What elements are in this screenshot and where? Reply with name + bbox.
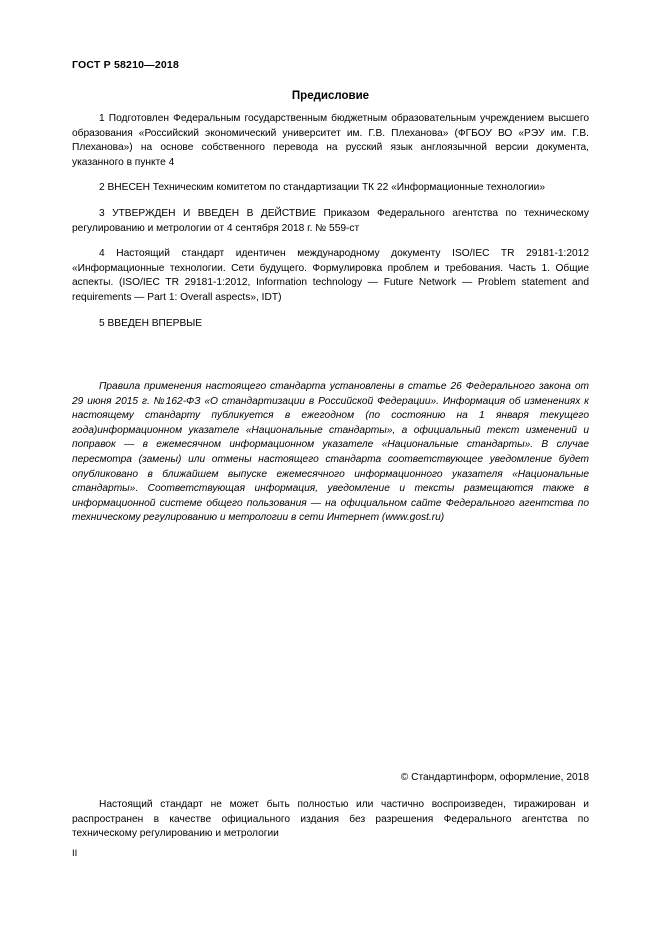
document-header: ГОСТ Р 58210—2018 bbox=[72, 59, 180, 71]
foreword-paragraph-2: 2 ВНЕСЕН Техническим комитетом по стандартизации ТК 22 «Информационные технологии» bbox=[99, 182, 545, 194]
reproduction-note bbox=[72, 798, 589, 842]
foreword-paragraph-3: 3 УТВЕРЖДЕН И ВВЕДЕН В ДЕЙСТВИЕ Приказом Федерального агентства по техническому регулированию и метрологии от 4 сентября 2018 г. № 559-ст bbox=[72, 207, 589, 234]
application-rules-note bbox=[72, 380, 589, 526]
reproduction-note-text: Настоящий стандарт не может быть полностью или частично воспроизведен, тиражирован и распространен в качестве официального издания без разрешения Федерального агентства по техническому регулированию и метрологии bbox=[72, 799, 589, 840]
copyright-line: © Стандартинформ, оформление, 2018 bbox=[400, 772, 589, 783]
application-rules-text: Правила применения настоящего стандарта установлены в статье 26 Федерального закона от 29 июня 2015 г. №162-ФЗ «О стандартизации в Российской Федерации». Информация об изменениях к настоящему стандарту публикуется в ежегодном (по состоянию на 1 января текущего года)информационном указателе «Национальные стандарты», а официальный текст изменений и поправок — в ежемесячном информационном указателе «Национальные стандарты». В случае пересмотра (замены) или отмены настоящего стандарта соответствующее уведомление будет опубликовано в ближайшем выпуске ежемесячного информационного указателя «Национальные стандарты». Соответствующая информация, уведомление и тексты размещаются также в информационной системе общего пользования — на официальном сайте Федерального агентства по техническому регулированию и метрологии в сети Интернет (www.gost.ru) bbox=[72, 381, 589, 524]
page-title: Предисловие bbox=[291, 90, 370, 102]
foreword-paragraph-4: 4 Настоящий стандарт идентичен международному документу ISO/IEC TR 29181-1:2012 «Информационные технологии. Сети будущего. Формулировка проблем и требования. Часть 1. Общие аспекты. (ISO/IEC TR 29181-1:2012, Information technology — Future Network — Problem statement and requirements — Part 1: Overall aspects», IDT) bbox=[72, 248, 589, 303]
foreword-paragraph-1: 1 Подготовлен Федеральным государственным бюджетным образовательным учреждением высшего образования «Российский экономический университет им. Г.В. Плеханова» (ФГБОУ ВО «РЭУ им. Г.В. Плеханова») на основе собственного перевода на русский язык англоязычной версии документа, указанного в пункте 4 bbox=[72, 113, 589, 168]
page-number: II bbox=[72, 848, 78, 859]
foreword-body bbox=[72, 112, 589, 331]
foreword-paragraph-5: 5 ВВЕДЕН ВПЕРВЫЕ bbox=[99, 317, 203, 329]
